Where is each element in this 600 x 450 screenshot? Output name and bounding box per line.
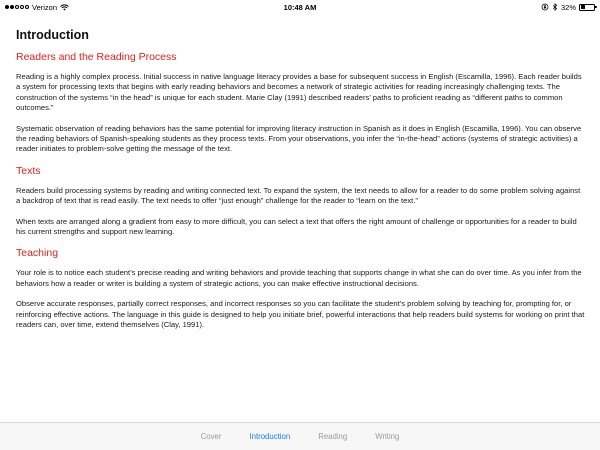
- status-left: [5, 3, 69, 12]
- tab-reading[interactable]: Reading: [318, 432, 348, 441]
- tab-introduction[interactable]: Introduction: [249, 432, 291, 441]
- paragraph: Readers build processing systems by reading and writing connected text. To expand the system, the text needs to allow for a reader to do some problem solving against a backdrop of text that is read easily. The text needs to offer “just enough” challenge for the reader to “learn on the text.”: [16, 185, 581, 206]
- status-bar: [0, 0, 600, 14]
- section-teaching: [16, 247, 586, 330]
- status-time: 10:48 AM: [283, 2, 317, 12]
- orientation-lock-icon: [541, 3, 549, 11]
- section-texts: [16, 165, 586, 238]
- paragraph: Systematic observation of reading behaviors has the same potential for improving literacy instruction in Spanish as it does in English (Escamilla, 1996). You can observe the reading behaviors of Spanish-speaking students as they process texts. From your observations, you infer the “in-the-head” actions (systems of strategic activities) a reader initiates to problem-solve getting the message of the text.: [16, 123, 582, 154]
- chapter-tab-bar: [0, 422, 600, 450]
- wifi-icon: [60, 4, 69, 11]
- paragraph: Reading is a highly complex process. Initial success in native language literacy provides a base for subsequent success in English (Escamilla, 1996). Each reader builds a system for processing texts that begins with early reading behaviors and becomes a network of strategic activities for reading increasingly challenging texts. The construction of the systems “in the head” is unique for each student. Marie Clay (1991) described readers’ paths to proficient reading as “different paths to common outcomes.”: [16, 72, 582, 113]
- carrier-name: Verizon: [32, 2, 58, 12]
- bluetooth-icon: [552, 3, 558, 11]
- battery-icon: [579, 4, 595, 11]
- section-heading: Readers and the Reading Process: [16, 51, 177, 63]
- battery-percent: 32%: [560, 2, 576, 12]
- paragraph: Your role is to notice each student’s precise reading and writing behaviors and provide teaching that supports change in what she can do over time. As you infer from the behaviors how a reader or writer is building a system of strategic actions, you can make effective instructional decisions.: [16, 268, 582, 288]
- section-heading: Teaching: [16, 247, 59, 260]
- section-readers: [16, 51, 586, 155]
- status-right: [541, 3, 595, 12]
- battery-fill: [581, 5, 585, 8]
- paragraph: Observe accurate responses, partially correct responses, and incorrect responses so you can facilitate the student’s problem solving by teaching for, prompting for, or reinforcing effective actions. The language in this guide is designed to help you initiate brief, powerful interactions that help readers build systems for working on print that readers can, over time, extend themselves (Clay, 1991).: [16, 299, 585, 330]
- signal-strength-icon: [5, 5, 29, 9]
- section-heading: Texts: [16, 164, 41, 177]
- book-page: [16, 28, 586, 341]
- paragraph: When texts are arranged along a gradient from easy to more difficult, you can select a text that offers the right amount of challenge or opportunities for a reader to build his current strengths and support new learning.: [16, 216, 577, 237]
- tab-cover[interactable]: Cover: [200, 432, 222, 441]
- page-title: Introduction: [16, 28, 89, 42]
- tab-writing[interactable]: Writing: [375, 432, 400, 441]
